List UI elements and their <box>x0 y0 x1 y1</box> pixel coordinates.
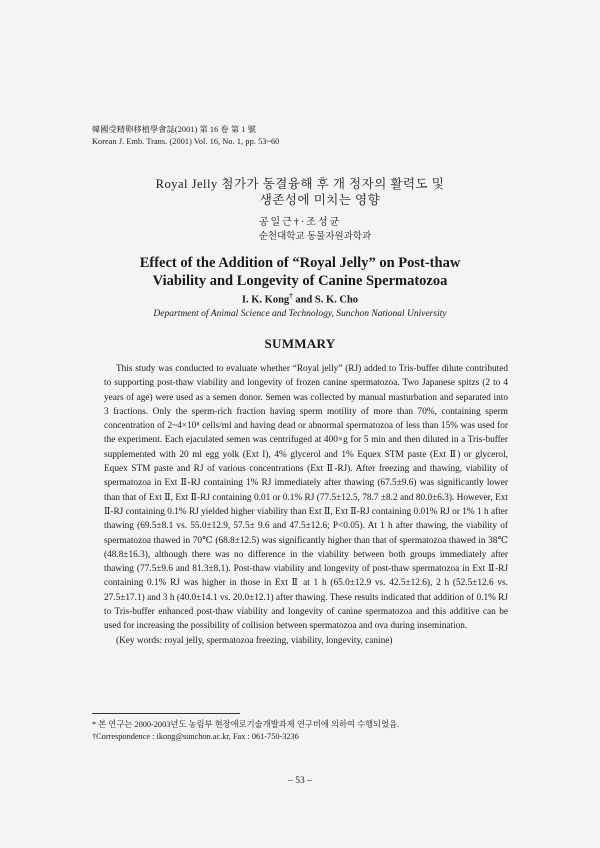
summary-text: This study was conducted to evaluate whether “Royal jelly” (RJ) added to Tris-buffer dilute contributed to supporting post-thaw viability and longevity of frozen canine spermatozoa. Two Japanese spitzs (2 to 4 years of age) were used as a semen donor. Semen was collected by manual masturbation and separated into 3 fractions. Only the sperm-rich fraction having sperm motility of more than 70%, containing sperm concentration of 2~4×10⁸ cells/ml and having dead or abnormal spermatozoa of less than 15% was used for the experiment. Each ejaculated semen was centrifuged at 400×g for 5 min and then diluted in a Tris-buffer supplemented with 20 ml egg yolk (Ext I), 4% glycerol and 1% Equex STM paste (Ext Ⅱ) or glycerol, Equex STM paste and RJ of various concentrations (Ext Ⅱ-RJ). After freezing and thawing, viability of spermatozoa in Ext Ⅱ-RJ containing 1% RJ immediately after thawing (67.5±9.6) was significantly lower than that of Ext Ⅱ, Ext Ⅱ-RJ containing 0.01 or 0.1% RJ (77.5±12.5, 78.7 ±8.2 and 80.0±6.3). However, Ext Ⅱ-RJ containing 0.1% RJ yielded higher viability than Ext Ⅱ, Ext Ⅱ-RJ containing 0.01% RJ or 1% 1 h after thawing (69.5±8.1 vs. 55.0±12.9, 57.5± 9.6 and 47.5±12.6; P<0.05). At 1 h after thawing, the viability of spermatozoa thawed in 70℃ (68.8±12.5) was significantly higher than that of spermatozoa thawed in 38℃ (48.8±16.3), although there was no difference in the viability between both groups immediately after thawing (77.5±9.6 and 81.3±8.1). Post-thaw viability and longevity of post-thaw spermatozoa in Ext Ⅱ-RJ containing 0.1% RJ was higher in those in Ext Ⅱ at 1 h (65.0±12.9 vs. 42.5±12.6), 2 h (52.5±12.6 vs. 27.5±17.1) and 3 h (40.0±14.1 vs. 20.0±12.1) after thawing. These results indicated that addition of 0.1% RJ to Tris-buffer enhanced post-thaw viability and longevity of canine spermatozoa and this additive can be used for increasing the possibility of collision between spermatozoa and ova during insemination. <box>104 364 508 632</box>
journal-header <box>92 124 279 148</box>
summary-body <box>104 362 508 648</box>
corresponding-dagger: † <box>289 292 293 300</box>
english-title <box>0 254 600 290</box>
korean-title-line-2: 생존성에 미치는 영향 <box>259 193 381 207</box>
korean-affiliation: 순천대학교 동물자원과학과 <box>258 232 372 242</box>
author-cho: S. K. Cho <box>314 294 359 306</box>
author-separator: and <box>292 294 315 306</box>
english-authors <box>0 292 600 306</box>
author-kong: I. K. Kong <box>241 294 290 306</box>
keywords: (Key words: royal jelly, spermatozoa freezing, viability, longevity, canine) <box>116 635 393 646</box>
department: Department of Animal Science and Technology, Sunchon National University <box>153 309 447 319</box>
correspondence-footnote: †Correspondence : ikong@sunchon.ac.kr, Fax : 061-750-3236 <box>92 732 299 741</box>
journal-korean-citation: 韓國受精卵移植學會誌(2001) 第 16 卷 第 1 號 <box>92 125 256 134</box>
summary-heading: SUMMARY <box>264 336 336 351</box>
funding-footnote: * 본 연구는 2000-2003년도 농림부 현장애로기술개발과제 연구비에 의하여 수행되었음. <box>92 720 400 729</box>
page-number: – 53 – <box>288 776 312 786</box>
korean-title-line-1: Royal Jelly 첨가가 동결융해 후 개 정자의 활력도 및 <box>155 177 445 191</box>
korean-authors: 공일근†·조성균 <box>258 217 342 228</box>
journal-english-citation: Korean J. Emb. Trans. (2001) Vol. 16, No. 1, pp. 53~60 <box>92 137 280 146</box>
english-title-line-2: Viability and Longevity of Canine Spermatozoa <box>152 273 448 289</box>
summary-paragraph <box>104 362 508 634</box>
english-title-line-1: Effect of the Addition of “Royal Jelly” on Post-thaw <box>139 255 461 271</box>
footnotes <box>92 719 399 743</box>
korean-title <box>0 176 600 208</box>
footnote-divider <box>92 713 240 714</box>
